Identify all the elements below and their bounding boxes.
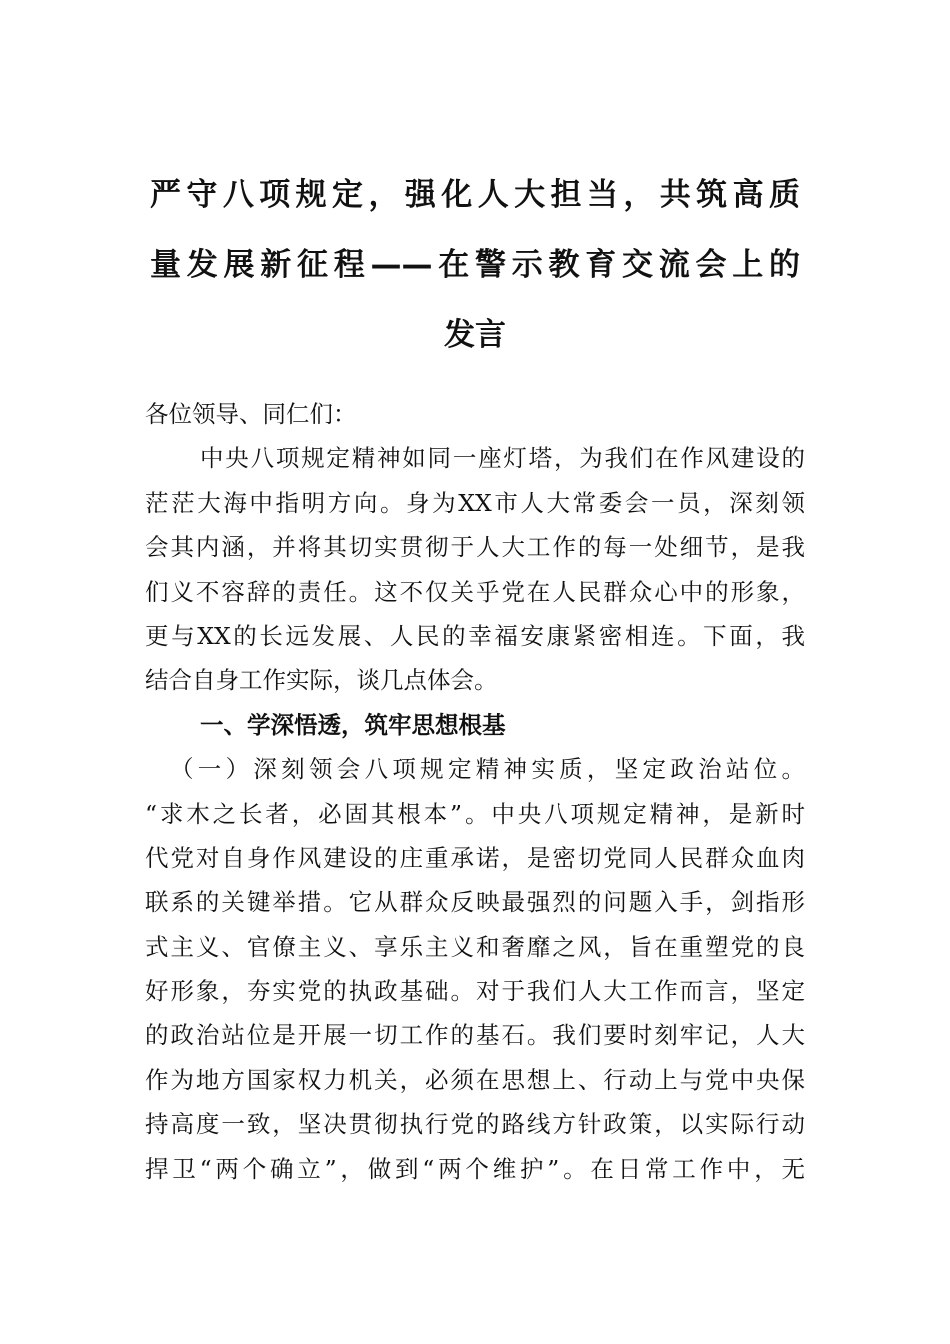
paragraph-line: 捍卫“两个确立”，做到“两个维护”。在日常工作中，无 [145, 1154, 805, 1183]
paragraph-line: 持高度一致，坚决贯彻执行党的路线方针政策，以实际行动 [145, 1110, 805, 1139]
section-heading: 一、学深悟透，筑牢思想根基 [200, 710, 506, 739]
salutation: 各位领导、同仁们： [145, 400, 357, 428]
paragraph-line: 联系的关键举措。它从群众反映最强烈的问题入手，剑指形 [145, 888, 805, 917]
paragraph-line: 代党对自身作风建设的庄重承诺，是密切党同人民群众血肉 [145, 843, 805, 872]
paragraph-line: 作为地方国家权力机关，必须在思想上、行动上与党中央保 [145, 1065, 805, 1094]
document-body [145, 392, 805, 1191]
paragraph-line: “求木之长者，必固其根本”。中央八项规定精神，是新时 [145, 799, 805, 828]
title-line: 发言 [444, 317, 506, 353]
title-line: 量发展新征程——在警示教育交流会上的 [150, 247, 800, 283]
paragraph-line: 更与XX的长远发展、人民的幸福安康紧密相连。下面，我 [145, 621, 805, 650]
title-line: 严守八项规定，强化人大担当，共筑高质 [150, 177, 800, 213]
paragraph-line: 结合自身工作实际，谈几点体会。 [145, 666, 498, 695]
paragraph-line: 们义不容辞的责任。这不仅关乎党在人民群众心中的形象， [145, 577, 805, 606]
paragraph-line: 茫茫大海中指明方向。身为XX市人大常委会一员，深刻领 [145, 488, 805, 517]
paragraph-line: 会其内涵，并将其切实贯彻于人大工作的每一处细节，是我 [145, 533, 805, 562]
paragraph-line: 中央八项规定精神如同一座灯塔，为我们在作风建设的 [200, 444, 805, 473]
paragraph-line: 的政治站位是开展一切工作的基石。我们要时刻牢记，人大 [145, 1021, 805, 1050]
paragraph-line: 式主义、官僚主义、享乐主义和奢靡之风，旨在重塑党的良 [145, 932, 805, 961]
subsection-heading: （一）深刻领会八项规定精神实质，坚定政治站位。 [170, 755, 805, 784]
paragraph-line: 好形象，夯实党的执政基础。对于我们人大工作而言，坚定 [145, 977, 805, 1006]
document-title [150, 160, 800, 370]
